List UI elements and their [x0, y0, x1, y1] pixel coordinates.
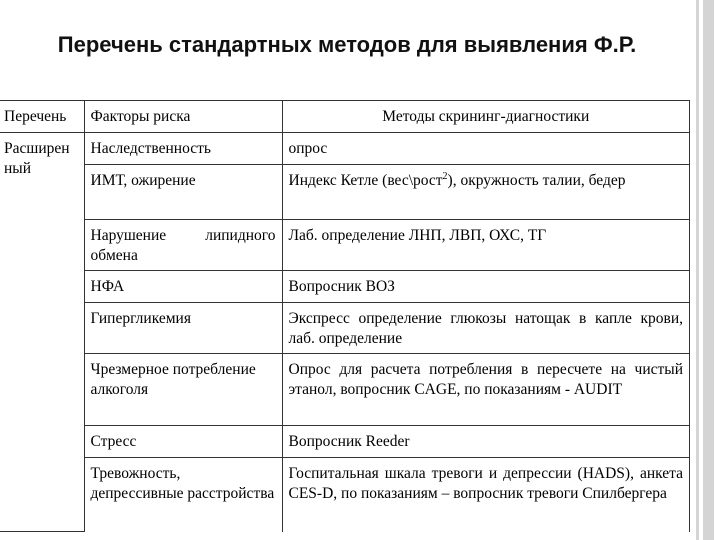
method-cell: Лаб. определение ЛНП, ЛВП, ОХС, ТГ: [282, 220, 690, 271]
table-header-row: [0, 101, 690, 133]
header-risk-factors: Факторы риска: [84, 101, 282, 133]
table-row: [0, 303, 690, 354]
method-cell: Экспресс определение глюкозы натощак в капле крови, лаб. определение: [282, 303, 690, 354]
table-row: [0, 354, 690, 426]
risk-factor-cell: Гипергликемия: [84, 303, 282, 354]
header-screening-methods: Методы скрининг-диагностики: [282, 101, 690, 133]
group-label-cell: Расширенный: [0, 133, 84, 532]
method-cell: Госпитальная шкала тревоги и депрессии (HADS), анкета CES-D, по показаниям – вопросник тревоги Спилбергера: [282, 458, 690, 532]
table-row: [0, 271, 690, 303]
table-row: [0, 133, 690, 165]
risk-factor-cell: ИМТ, ожирение: [84, 165, 282, 220]
risk-factor-cell: Тревожность, депрессивные расстройства: [84, 458, 282, 532]
risk-factor-cell: Чрезмерное потребление алкоголя: [84, 354, 282, 426]
method-cell: Вопросник ВОЗ: [282, 271, 690, 303]
table-row: [0, 220, 690, 271]
slide-title: Перечень стандартных методов для выявления Ф.Р.: [57, 32, 637, 57]
table-row: [0, 165, 690, 220]
table-row: [0, 458, 690, 532]
slide-edge-decoration: [690, 0, 720, 540]
risk-factor-cell: Стресс: [84, 426, 282, 458]
header-list: Перечень: [0, 101, 84, 133]
table-row: [0, 426, 690, 458]
risk-factor-cell: Наследственность: [84, 133, 282, 165]
risk-factor-cell: НФА: [84, 271, 282, 303]
method-cell: Опрос для расчета потребления в пересчете на чистый этанол, вопросник CAGE, по показаниям - AUDIT: [282, 354, 690, 426]
risk-methods-table: [0, 100, 690, 532]
method-cell: Вопросник Reeder: [282, 426, 690, 458]
risk-factor-cell: Нарушение липидного обмена: [84, 220, 282, 271]
method-cell: Индекс Кетле (вес\рост$^2$), окружность талии, бедер: [282, 165, 690, 220]
method-cell: опрос: [282, 133, 690, 165]
